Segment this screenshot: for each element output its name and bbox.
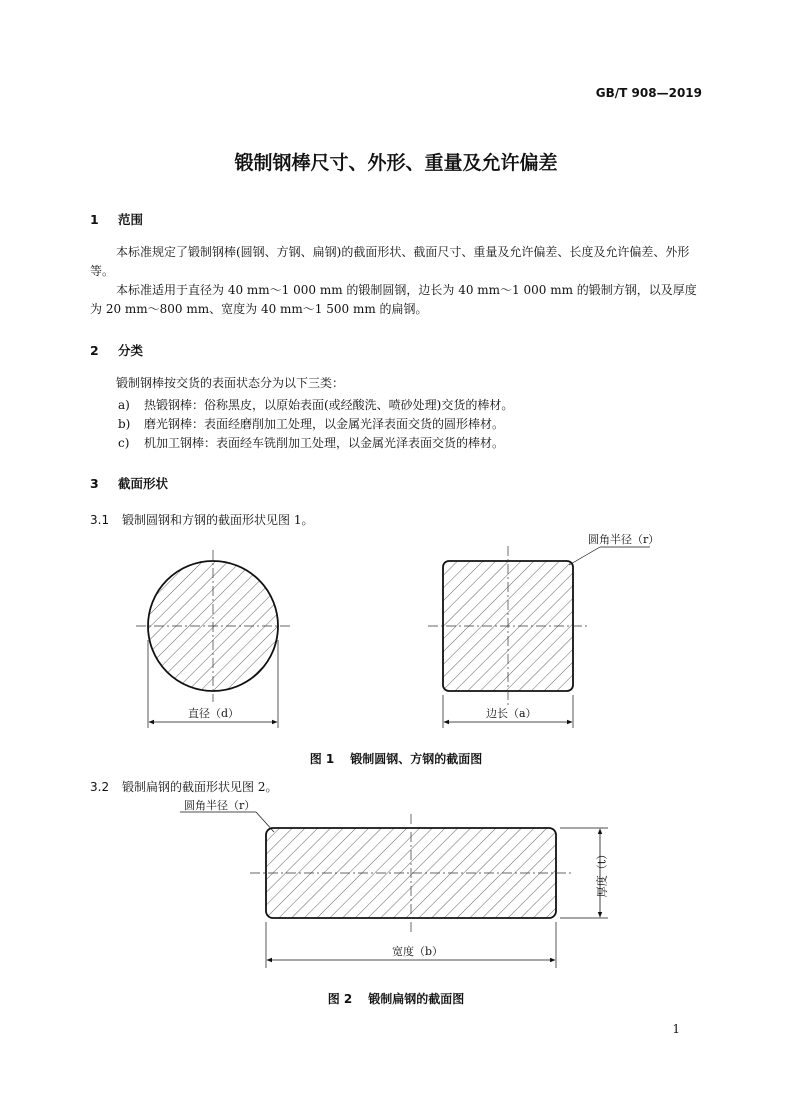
subsection-number: 3.2 [90, 780, 110, 794]
section-title: 分类 [118, 343, 144, 358]
section-title: 截面形状 [118, 476, 169, 491]
document-title: 锻制钢棒尺寸、外形、重量及允许偏差 [234, 152, 558, 174]
side-length-label: 边长（a） [486, 707, 537, 720]
caption-text: 锻制扁钢的截面图 [368, 992, 465, 1006]
thickness-label: 厚度（t） [595, 848, 609, 898]
width-label: 宽度（b） [392, 945, 444, 958]
page-number: 1 [672, 1022, 680, 1036]
list-item-text: 机加工钢棒：表面经车铣削加工处理，以金属光泽表面交货的棒材。 [144, 436, 505, 450]
section-2-intro: 锻制钢棒按交货的表面状态分为以下三类： [116, 376, 345, 390]
caption-text: 锻制圆钢、方钢的截面图 [350, 752, 483, 766]
standard-number: GB/T 908—2019 [595, 86, 702, 100]
corner-radius-label: 圆角半径（r） [588, 533, 660, 546]
list-item-label: a) [118, 398, 130, 412]
figure-1-caption [0, 750, 792, 767]
subsection-number: 3.1 [90, 513, 110, 527]
round-bar-section [136, 550, 290, 728]
list-item-text: 磨光钢棒：表面经磨削加工处理，以金属光泽表面交货的圆形棒材。 [144, 417, 505, 431]
caption-number: 图 1 [309, 752, 335, 766]
subsection-text: 锻制圆钢和方钢的截面形状见图 1。 [122, 513, 314, 527]
subsection-text: 锻制扁钢的截面形状见图 2。 [122, 780, 278, 794]
section-number: 1 [90, 212, 99, 227]
subsection-3-2 [90, 778, 277, 795]
section-1-paragraph-2: 本标准适用于直径为 40 mm～1 000 mm 的锻制圆钢，边长为 40 mm～1 000 mm 的锻制方钢，以及厚度为 20 mm～800 mm、宽度为 40 mm～1 500 mm 的扁钢。 [90, 283, 697, 316]
caption-number: 图 2 [327, 992, 353, 1006]
list-item-label: b) [118, 417, 131, 431]
list-item-label: c) [118, 436, 130, 450]
figure-2-caption [0, 990, 792, 1007]
section-number: 2 [90, 343, 99, 358]
section-1-paragraph-1: 本标准规定了锻制钢棒(圆钢、方钢、扁钢)的截面形状、截面尺寸、重量及允许偏差、长度及允许偏差、外形等。 [90, 245, 690, 278]
list-item-text: 热锻钢棒：俗称黑皮，以原始表面(或经酸洗、喷砂处理)交货的棒材。 [144, 398, 514, 412]
section-title: 范围 [118, 212, 144, 227]
diameter-label: 直径（d） [188, 707, 240, 720]
square-bar-section [428, 546, 650, 728]
section-number: 3 [90, 476, 99, 491]
corner-radius-label: 圆角半径（r） [184, 799, 256, 812]
